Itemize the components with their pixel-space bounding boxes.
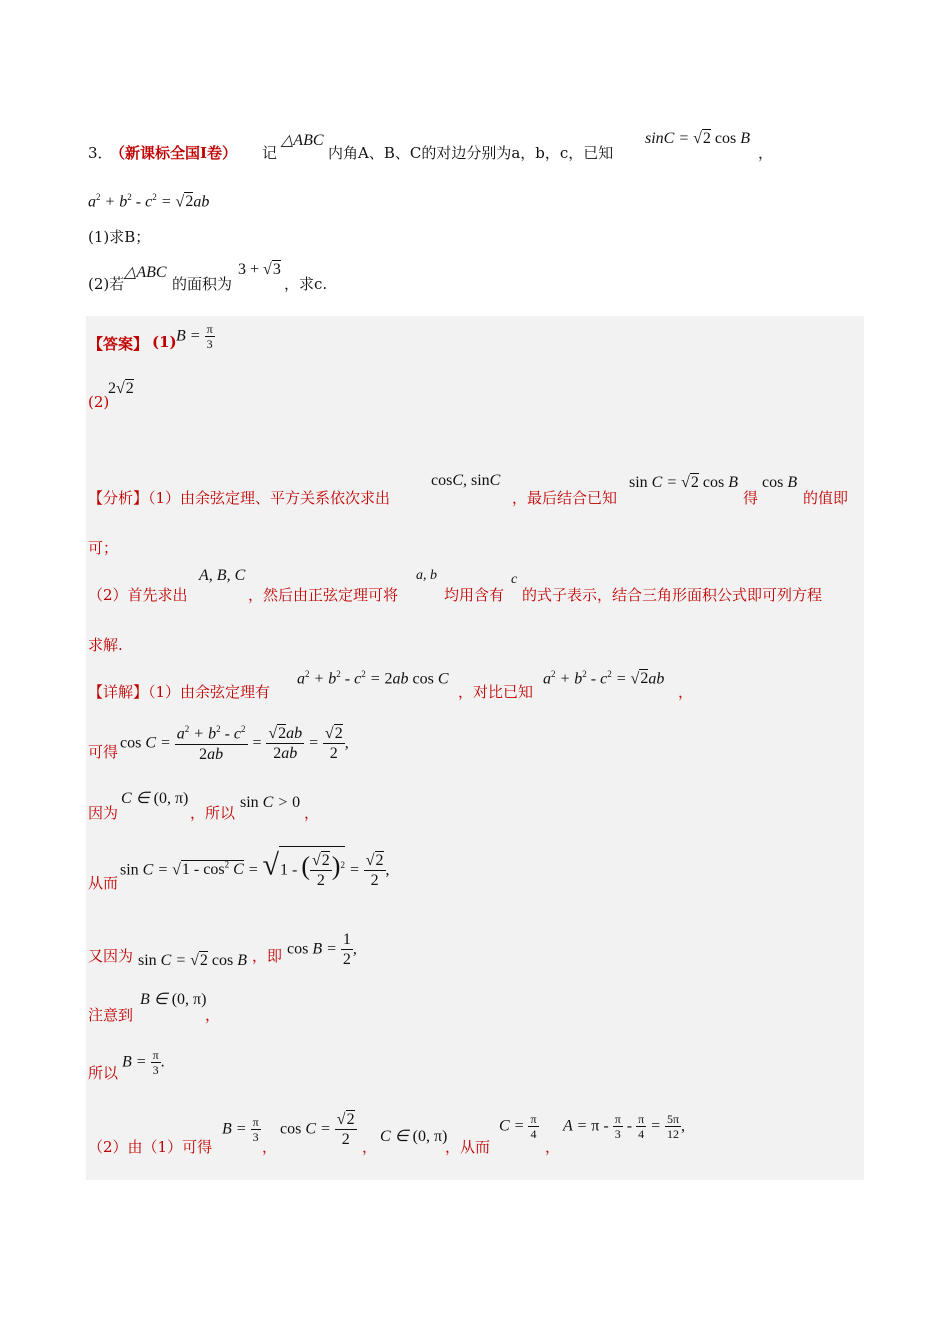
detail-text-6: 注意到 [88, 1006, 134, 1024]
detail-part2-a-value: A = π - $\frac{\pi}{3}$ - $\frac{\pi}{4}$ = $\frac{5\pi}{12}$ , [563, 1112, 685, 1142]
answer-label: 【答案】 [88, 335, 149, 353]
detail-text-5b: ，即 [252, 947, 283, 965]
detail-given-again: sin C = √2 cos B [138, 952, 248, 969]
answer-part1-value: B = $\frac{\pi}{3}$ [176, 322, 213, 352]
detail-part2-b: B = $\frac{\pi}{3}$ [222, 1115, 259, 1145]
detail-comma-8c: ， [545, 1138, 561, 1156]
triangle-abc: △ABC [281, 132, 324, 149]
part2-middle: 的面积为 [172, 275, 233, 293]
part2-prefix: (2)若 [88, 275, 125, 293]
analysis-math-1: cosC, sinC [431, 472, 501, 489]
detail-text-3b: ，所以 [190, 804, 236, 822]
given-equation-2: $a^2 + b^2 - c^2 = √2ab$ [88, 192, 210, 211]
question-number: 3． [88, 144, 113, 162]
question-stem-1: 记 [262, 144, 278, 162]
detail-text-8a: （2）由（1）可得 [88, 1138, 213, 1156]
detail-part2-c-range: C ∈ (0, π) [380, 1128, 448, 1145]
triangle-abc-2: △ABC [124, 264, 167, 281]
analysis-text-1b: ，最后结合已知 [512, 489, 618, 507]
detail-comma-3: ， [304, 804, 320, 822]
analysis-math-2: sin C = √2 cos B [629, 474, 739, 491]
detail-comma-8b: ， [362, 1138, 378, 1156]
detail-given: $a^2 + b^2 - c^2 = √2ab$ [543, 669, 665, 688]
analysis-math-5: a, b [416, 568, 437, 583]
detail-cos-b: cos B = $\frac{1}{2}$ , [287, 931, 357, 969]
detail-sin-c-derivation: $\sin C = √1 - \cos^2 C = √1$ - ( $\frac{√2}{2}$ )$^2$ = $\frac{√2}{2}$ , [120, 846, 390, 890]
analysis-text-1c: 得 [743, 489, 759, 507]
detail-sin-positive: sin C > 0 [240, 794, 301, 811]
detail-comma-8a: ， [262, 1138, 278, 1156]
detail-part2-cos-c: cos C = $\frac{√2}{2}$ [280, 1111, 355, 1149]
analysis-text-2: 可； [88, 539, 119, 557]
question-source: （新课标全国Ⅰ卷） [110, 144, 238, 162]
question-stem-2: 内角A、B、C的对边分别为a，b，c，已知 [328, 144, 614, 162]
detail-label: 【详解】（1）由余弦定理有 [88, 683, 271, 701]
analysis-math-4: A, B, C [199, 567, 246, 584]
analysis-text-3a: （2）首先求出 [88, 586, 188, 604]
detail-c-range: C ∈ (0, π) [121, 790, 189, 807]
given-equation-1: sinC = √2 cos B [645, 130, 751, 147]
analysis-text-3d: 的式子表示，结合三角形面积公式即可列方程 [522, 586, 823, 604]
detail-part2-c-value: C = $\frac{\pi}{4}$ [499, 1112, 537, 1142]
answer-part2-value: 2√2 [108, 380, 134, 397]
analysis-math-3: cos B [762, 474, 798, 491]
question-comma: ， [758, 144, 774, 162]
analysis-text-3b: ，然后由正弦定理可将 [248, 586, 399, 604]
detail-text-8b: ，从而 [445, 1138, 491, 1156]
detail-comma-6: ， [205, 1006, 221, 1024]
detail-text-1b: ，对比已知 [458, 683, 534, 701]
detail-cos-c-derivation: cos C = $\frac{a^2 + b^2 - c^2}{2ab}$ = $\frac{√2ab}{2ab}$ = $\frac{√2}{2}$ , [120, 724, 349, 763]
analysis-text-4: 求解. [88, 636, 123, 654]
detail-b-result: B = $\frac{\pi}{3}$ . [122, 1048, 165, 1078]
analysis-label: 【分析】（1）由余弦定理、平方关系依次求出 [88, 489, 391, 507]
analysis-math-6: c [511, 572, 518, 587]
detail-cosine-law: $a^2 + b^2 - c^2 = 2ab$ cos C [297, 669, 449, 688]
answer-part1-label: (1) [152, 333, 177, 351]
analysis-text-3c: 均用含有 [444, 586, 505, 604]
detail-comma-1: ， [678, 683, 694, 701]
detail-text-7: 所以 [88, 1064, 119, 1082]
detail-text-3a: 因为 [88, 804, 119, 822]
detail-text-2: 可得 [88, 743, 119, 761]
area-value: 3 + √3 [238, 261, 281, 278]
part1-question: (1)求B； [88, 228, 151, 246]
detail-b-range: B ∈ (0, π) [140, 991, 207, 1008]
answer-part2-label: (2) [88, 393, 110, 411]
analysis-text-1d: 的值即 [803, 489, 849, 507]
detail-text-5a: 又因为 [88, 947, 134, 965]
detail-text-4: 从而 [88, 874, 119, 892]
part2-suffix: ，求c. [284, 275, 328, 293]
